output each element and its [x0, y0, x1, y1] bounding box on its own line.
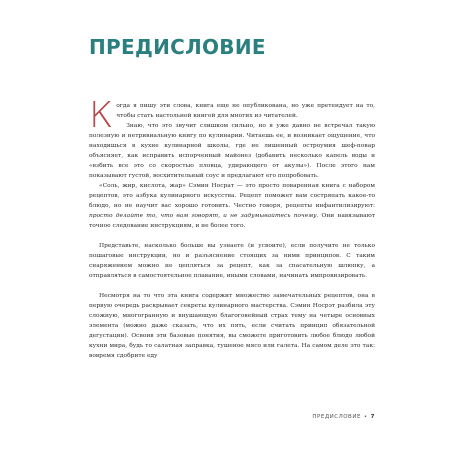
running-head: ПРЕДИСЛОВИЕ — [312, 414, 361, 420]
paragraph-3-text-b: Они навязывают точное следование инструкциям, и не более того. — [89, 213, 375, 229]
paragraph-2: Знаю, что это звучит слишком сильно, но я уже давно не встречал такую полезную и нетривиальную книгу по кулинарии. Читаешь ее, и возникает ощущение, что находишься в кухне кулинарной школы, где не лишенный остроумия шеф-повар объясняет, как исправить испорченный майонез (добавить несколько капель воды и «взбить все это со скоростью пловца, удирающего от акулы»). После этого нам показывают густой, восхитительный соус и предлагают его попробовать. — [89, 123, 375, 179]
paragraph-3-text-a: «Соль, жир, кислота, жар» Сэмин Носрат — это просто поваренная книга с набором рецептов, это азбука кулинарного искусства. Рецепт поможет вам состряпать какое-то блюдо, но не научит вас хорошо готовить. Честно говоря, рецепты инфантилизируют: — [89, 183, 375, 209]
paragraph-3-emphasis: просто делайте то, что вам говорят, и не задумывайтесь почему. — [89, 213, 319, 219]
chapter-title: ПРЕДИСЛОВИЕ — [89, 35, 266, 59]
paragraph-5: Несмотря на то что эта книга содержит множество замечательных рецептов, она в первую очередь раскрывает секреты кулинарного мастерства. Сэмин Носрэт разбила эту сложную, многогранную и внушающую благоговейный страх тему на четыре основных элемента (можно даже сказать, что их пять, если считать принцип обязательной дегустации). Освоив эти базовые понятия, вы сможете приготовить любое блюдо любой кухни мира, будь то салатная заправка, тушеное мясо или галета. На самом деле это так: вовремя сдобрите еду — [89, 293, 375, 359]
drop-cap: К — [89, 95, 114, 136]
paragraph-3 — [89, 181, 375, 231]
page-footer — [310, 414, 375, 420]
paragraph-4: Представьте, насколько больше вы узнаете (и усвоите), если получите не только пошаговые инструкции, но и разъяснение стоящих за ними принципов. С таким снаряжением можно не цепляться за рецепт, как за спасательную шлюпку, а отправляться в самостоятельное плавание, иными словами, начинать импровизировать. — [89, 243, 375, 279]
footer-separator: • — [363, 414, 368, 420]
paragraph-1-text: огда я пишу эти слова, книга еще не опубликована, но уже претендует на то, чтобы стать настольной книгой для многих из читателей. — [116, 103, 375, 119]
paragraph-1 — [89, 95, 375, 136]
body-text — [89, 95, 375, 361]
page-number: 7 — [370, 414, 375, 420]
